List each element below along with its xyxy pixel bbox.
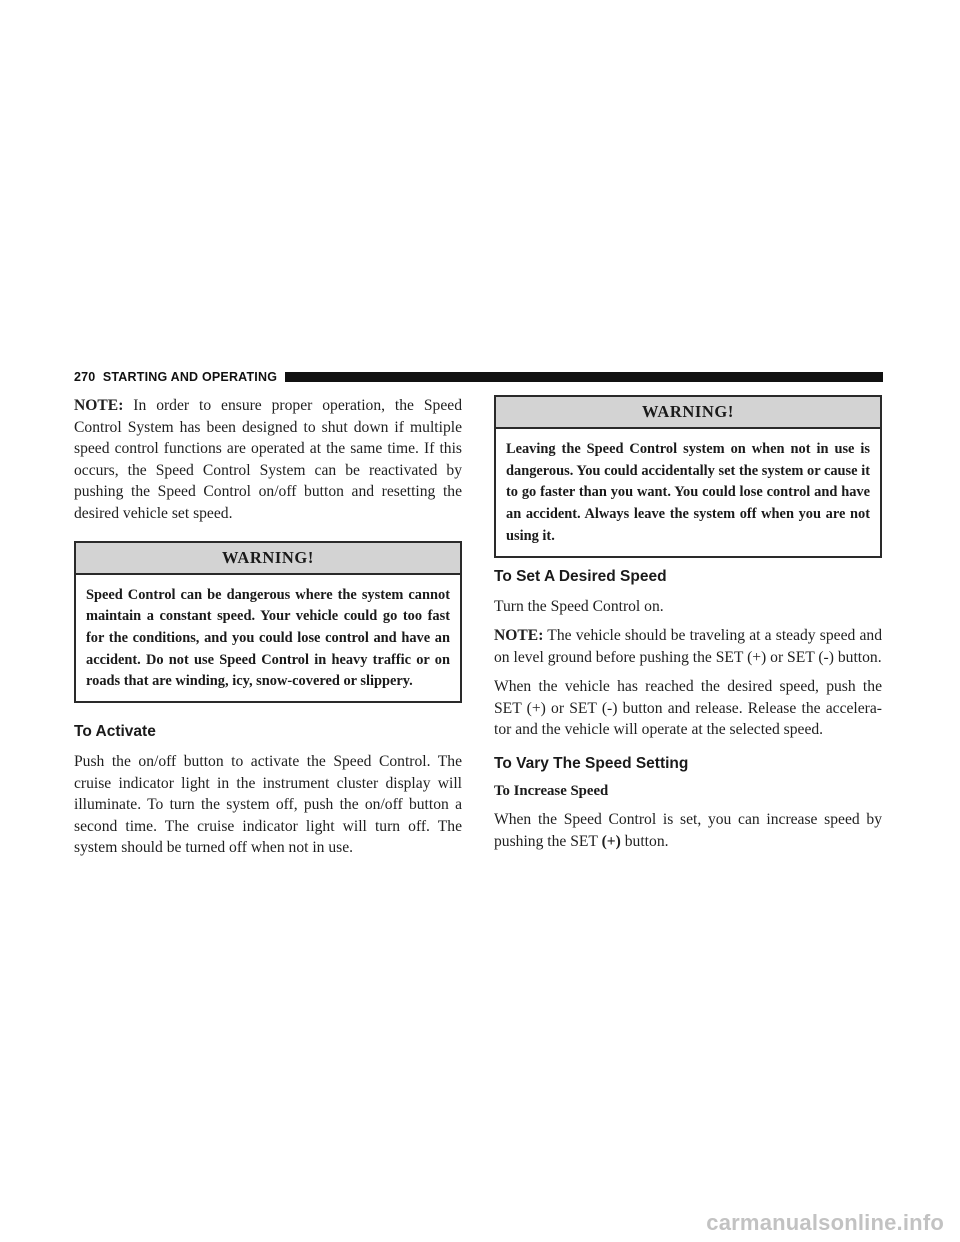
header-rule [285, 372, 883, 382]
set-speed-paragraph: When the vehicle has reached the desired speed, push the SET (+) or SET (-) button and release. Release the accelera-tor and the vehicle will operate at the selected speed. [494, 678, 882, 739]
note-text: In order to ensure proper operation, the Speed Control System has been designed to shut down if multiple speed control functions are operated at the same time. If this occurs, the Speed Control System can be reactivated by pushing the Speed Control on/off button and resetting the desired vehicle set speed. [74, 397, 462, 522]
right-column [494, 395, 882, 860]
note-steady-speed [494, 625, 882, 668]
heading-to-activate: To Activate [74, 723, 156, 741]
turn-on-paragraph: Turn the Speed Control on. [494, 597, 664, 615]
activate-paragraph: Push the on/off button to activate the Speed Control. The cruise indicator light in the instrument cluster display will illuminate. To turn the system off, push the on/off button a second time. The cruise indicator light will turn off. The system should be turned off when not in use. [74, 753, 462, 857]
increase-speed-paragraph [494, 809, 882, 852]
page-number-and-section [74, 370, 277, 384]
note-text: The vehicle should be traveling at a steady speed and on level ground before pushing the SET (+) or SET (-) button. [494, 627, 882, 666]
heading-set-desired-speed: To Set A Desired Speed [494, 567, 667, 585]
page-header [74, 370, 883, 384]
heading-vary-speed-setting: To Vary The Speed Setting [494, 755, 689, 773]
note-label: NOTE: [494, 627, 544, 645]
section-title: STARTING AND OPERATING [102, 370, 278, 384]
set-plus-label: (+) [601, 832, 621, 850]
increase-text-end: button. [620, 832, 669, 850]
subheading-increase-speed: To Increase Speed [494, 783, 609, 800]
warning-title: WARNING! [76, 543, 460, 575]
warning-box-leave-system-off [494, 395, 882, 558]
warning-title: WARNING! [496, 397, 880, 429]
note-label: NOTE: [74, 397, 124, 414]
warning-text: Speed Control can be dangerous where the system cannot maintain a constant speed. Your vehicle could go too fast for the conditions, and you could lose control and have an accident. Do not use Speed Control in heavy traffic or on roads that are winding, icy, snow-covered or slippery. [86, 586, 450, 690]
warning-text: Leaving the Speed Control system on when not in use is dangerous. You could accidentally set the system or cause it to go faster than you want. You could lose control and have an accident. Always leave the system off when you are not using it. [506, 441, 870, 544]
page-number: 270 [74, 370, 96, 384]
increase-text-start: When the Speed Control is set, you can increase speed by pushing the SET [494, 811, 882, 850]
watermark: carmanualsonline.info [706, 1210, 944, 1235]
warning-box-dangerous-conditions [74, 541, 462, 704]
note-speed-control-shutdown [74, 395, 462, 525]
left-column [74, 395, 462, 867]
